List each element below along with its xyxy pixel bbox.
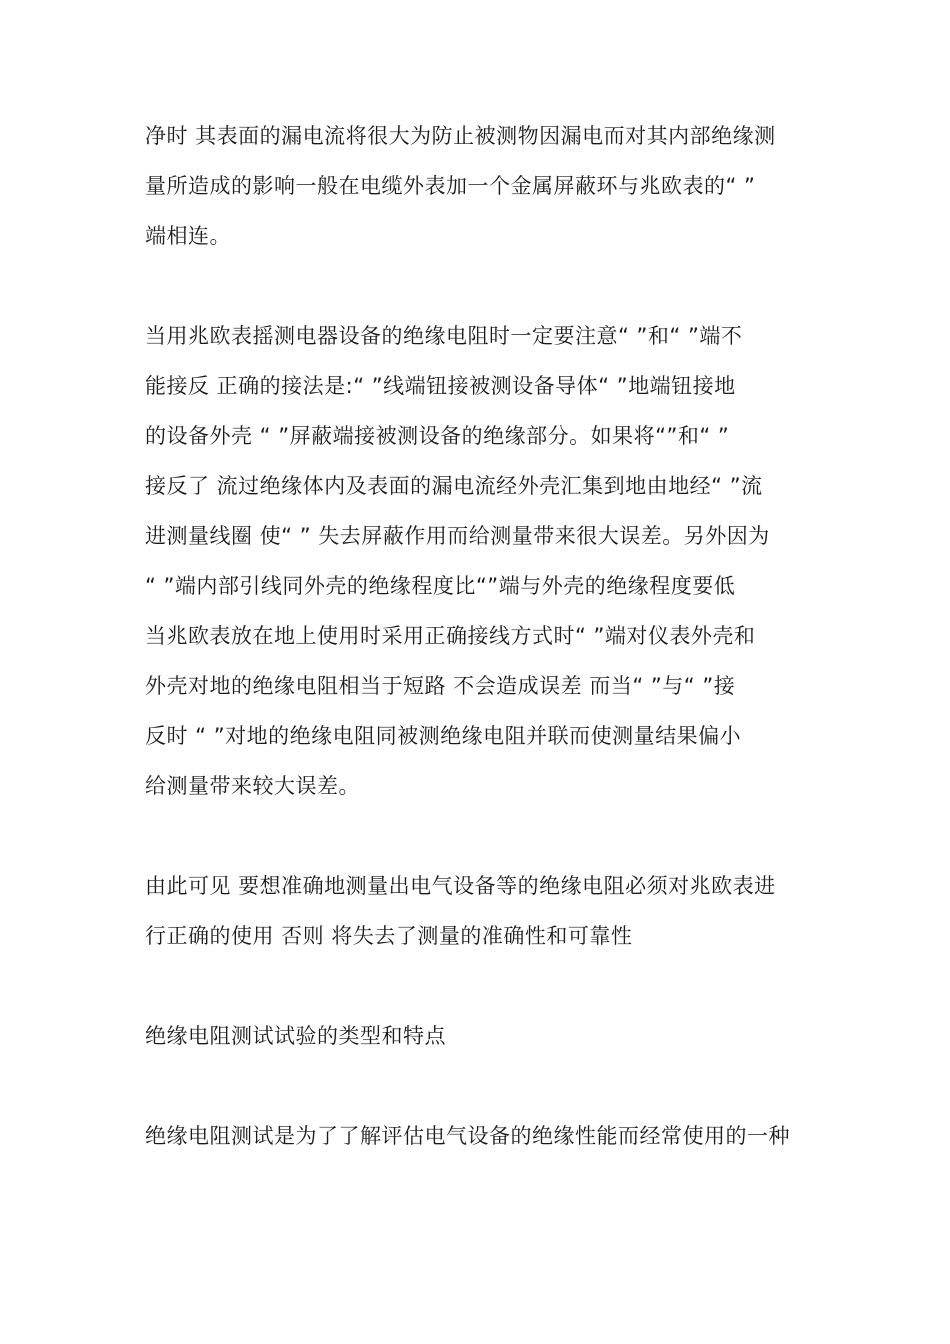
paragraph-2-line-7: 当兆欧表放在地上使用时采用正确接线方式时“ ”端对仪表外壳和: [145, 624, 756, 648]
paragraph-2-line-4: 接反了 流过绝缘体内及表面的漏电流经外壳汇集到地由地经“ ”流: [145, 474, 763, 498]
paragraph-2-line-1: 当用兆欧表摇测电器设备的绝缘电阻时一定要注意“ ”和“ ”端不: [145, 324, 743, 348]
paragraph-4-line-1: 绝缘电阻测试是为了了解评估电气设备的绝缘性能而经常使用的一种: [145, 1124, 790, 1148]
paragraph-2-line-3: 的设备外壳 “ ”屏蔽端接被测设备的绝缘部分。如果将“”和“ ”: [145, 424, 730, 448]
paragraph-2-line-2: 能接反 正确的接法是:“ ”线端钮接被测设备导体“ ”地端钮接地: [145, 374, 736, 398]
paragraph-2-line-6: “ ”端内部引线同外壳的绝缘程度比“”端与外壳的绝缘程度要低: [145, 574, 736, 598]
paragraph-1-line-1: 净时 其表面的漏电流将很大为防止被测物因漏电而对其内部绝缘测: [145, 124, 776, 148]
paragraph-2-line-8: 外壳对地的绝缘电阻相当于短路 不会造成误差 而当“ ”与“ ”接: [145, 674, 736, 698]
paragraph-3-line-2: 行正确的使用 否则 将失去了测量的准确性和可靠性: [145, 924, 633, 948]
paragraph-1-line-3: 端相连。: [145, 224, 231, 248]
paragraph-2-line-9: 反时 “ ”对地的绝缘电阻同被测绝缘电阻并联而使测量结果偏小: [145, 724, 742, 748]
paragraph-3-line-1: 由此可见 要想准确地测量出电气设备等的绝缘电阻必须对兆欧表进: [145, 874, 776, 898]
paragraph-1-line-2: 量所造成的影响一般在电缆外表加一个金属屏蔽环与兆欧表的“ ”: [145, 174, 756, 198]
section-heading: 绝缘电阻测试试验的类型和特点: [145, 1024, 446, 1048]
paragraph-2-line-5: 进测量线圈 使“ ” 失去屏蔽作用而给测量带来很大误差。另外因为: [145, 524, 770, 548]
paragraph-2-line-10: 给测量带来较大误差。: [145, 774, 360, 798]
